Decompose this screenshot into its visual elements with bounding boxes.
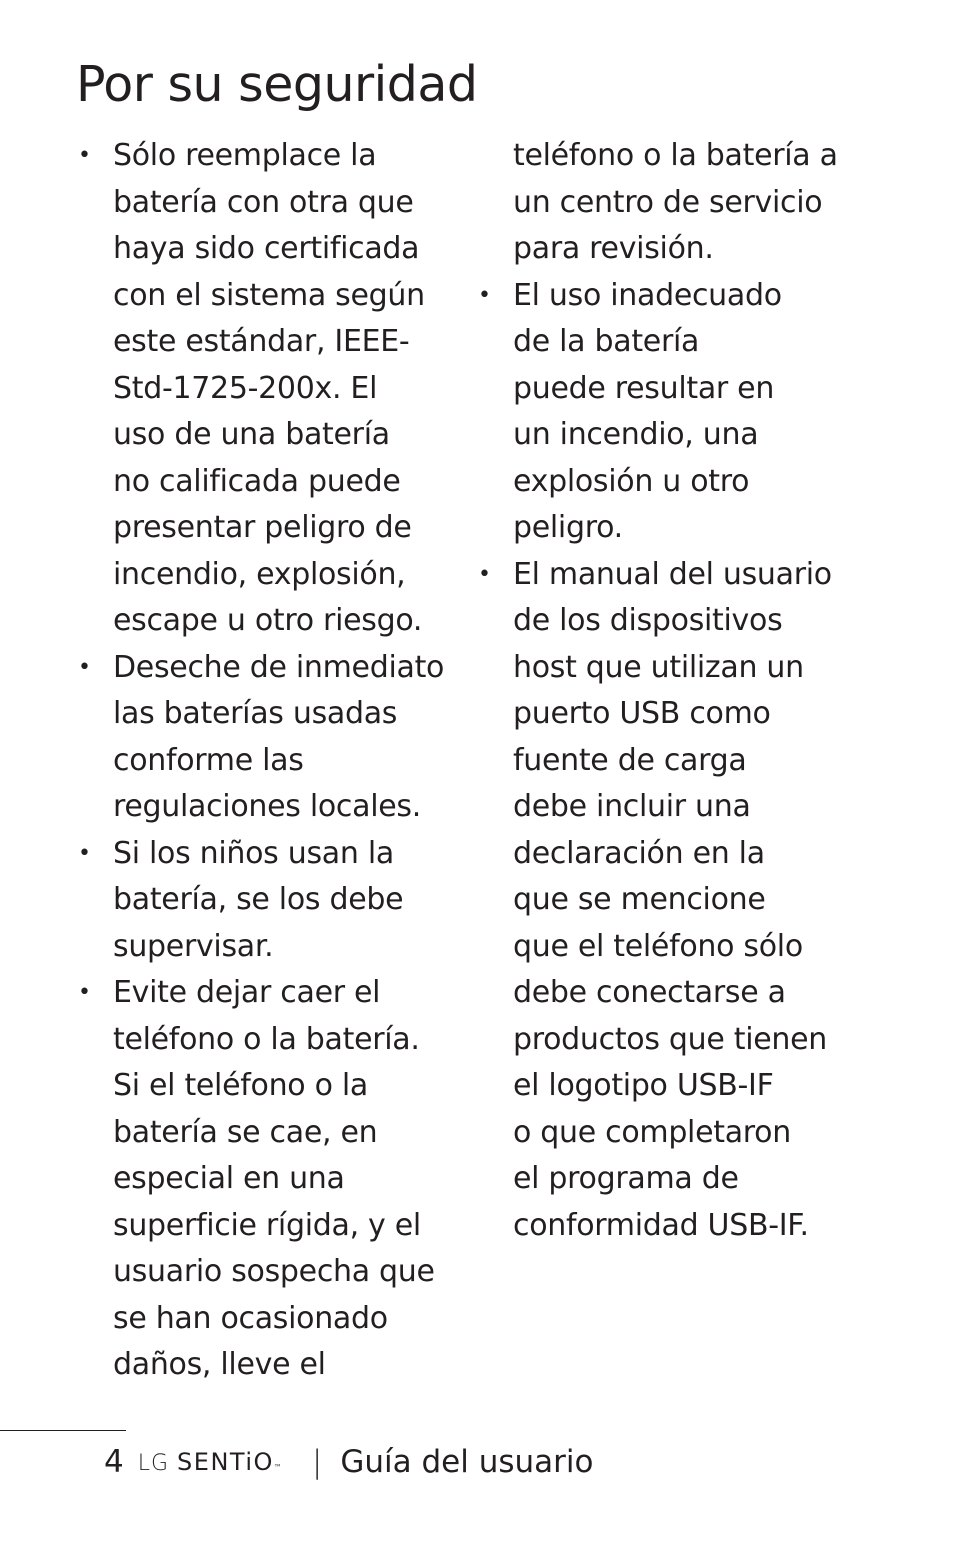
page-title: Por su seguridad — [76, 56, 478, 113]
logo-product: SENTiO — [177, 1448, 274, 1476]
text-line: presentar peligro de — [113, 510, 412, 545]
text-line: que el teléfono sólo — [513, 928, 803, 964]
bullet-icon: • — [78, 980, 91, 1005]
text-line: uso de una batería — [113, 417, 390, 452]
text-line: supervisar. — [113, 928, 274, 964]
text-line: El uso inadecuado — [513, 277, 782, 313]
text-line: teléfono o la batería. — [113, 1021, 420, 1057]
text-line: host que utilizan un — [513, 649, 804, 685]
text-line: Deseche de inmediato — [113, 649, 445, 685]
text-line: batería, se los debe — [113, 882, 404, 917]
text-line: puede resultar en — [513, 370, 775, 406]
text-line: escape u otro riesgo. — [113, 603, 423, 638]
text-line: Si los niños usan la — [113, 835, 394, 871]
text-line: haya sido certificada — [113, 231, 420, 266]
text-line: Std-1725-200x. El — [113, 370, 378, 406]
text-line: este estándar, IEEE- — [113, 324, 410, 359]
text-line: declaración en la — [513, 835, 765, 871]
bullet-item — [78, 133, 468, 645]
text-line: batería con otra que — [113, 184, 414, 220]
bullet-icon: • — [478, 561, 491, 587]
text-line: fuente de carga — [513, 742, 747, 778]
footer — [104, 1444, 593, 1480]
text-line: teléfono o la batería a — [513, 138, 838, 173]
bullet-icon: • — [78, 654, 91, 680]
text-line: incendio, explosión, — [113, 556, 406, 592]
text-line: un centro de servicio — [513, 184, 823, 220]
text-line: el logotipo USB-IF — [513, 1068, 774, 1103]
bullet-icon: • — [78, 840, 91, 866]
text-line: especial en una — [113, 1161, 345, 1196]
text-line: Si el teléfono o la — [113, 1068, 368, 1103]
text-line: productos que tienen — [513, 1021, 827, 1057]
bullet-item — [78, 831, 468, 971]
text-line: peligro. — [513, 510, 623, 545]
text-line: no calificada puede — [113, 463, 401, 499]
bullet-item — [78, 645, 468, 831]
text-line: con el sistema según — [113, 277, 425, 313]
logo-tm: ™ — [273, 1463, 282, 1472]
bullet-item — [478, 133, 898, 273]
bullet-icon: • — [78, 143, 91, 168]
text-line: de los dispositivos — [513, 603, 783, 638]
text-line: conformidad USB-IF. — [513, 1207, 809, 1243]
text-line: conforme las — [113, 742, 304, 778]
logo-lg: LG — [137, 1451, 170, 1476]
text-line: las baterías usadas — [113, 696, 398, 731]
text-line: Sólo reemplace la — [113, 138, 377, 173]
text-line: regulaciones locales. — [113, 789, 421, 824]
text-line: Evite dejar caer el — [113, 975, 381, 1010]
guide-label: Guía del usuario — [340, 1444, 594, 1480]
bullet-item — [478, 273, 898, 552]
page-number: 4 — [104, 1444, 124, 1480]
text-line: superficie rígida, y el — [113, 1207, 421, 1243]
text-line: puerto USB como — [513, 696, 771, 731]
left-column — [78, 133, 468, 1389]
text-line: usuario sospecha que — [113, 1254, 435, 1289]
bullet-item — [478, 552, 898, 1250]
footer-rule — [0, 1430, 126, 1431]
text-line: un incendio, una — [513, 417, 759, 452]
text-line: o que completaron — [513, 1114, 791, 1150]
text-line: de la batería — [513, 324, 700, 359]
text-line: debe incluir una — [513, 789, 751, 824]
text-line: para revisión. — [513, 231, 714, 266]
text-line: que se mencione — [513, 882, 766, 917]
text-line: El manual del usuario — [513, 556, 832, 592]
text-line: debe conectarse a — [513, 975, 786, 1010]
right-column — [478, 133, 898, 1249]
text-line: el programa de — [513, 1161, 739, 1196]
text-line: explosión u otro — [513, 463, 750, 499]
text-line: batería se cae, en — [113, 1114, 378, 1150]
text-line: daños, lleve el — [113, 1347, 326, 1382]
bullet-icon: • — [478, 282, 491, 308]
footer-separator: | — [311, 1444, 323, 1480]
bullet-item — [78, 970, 468, 1389]
lg-sentio-logo — [138, 1448, 282, 1476]
text-line: se han ocasionado — [113, 1300, 388, 1336]
